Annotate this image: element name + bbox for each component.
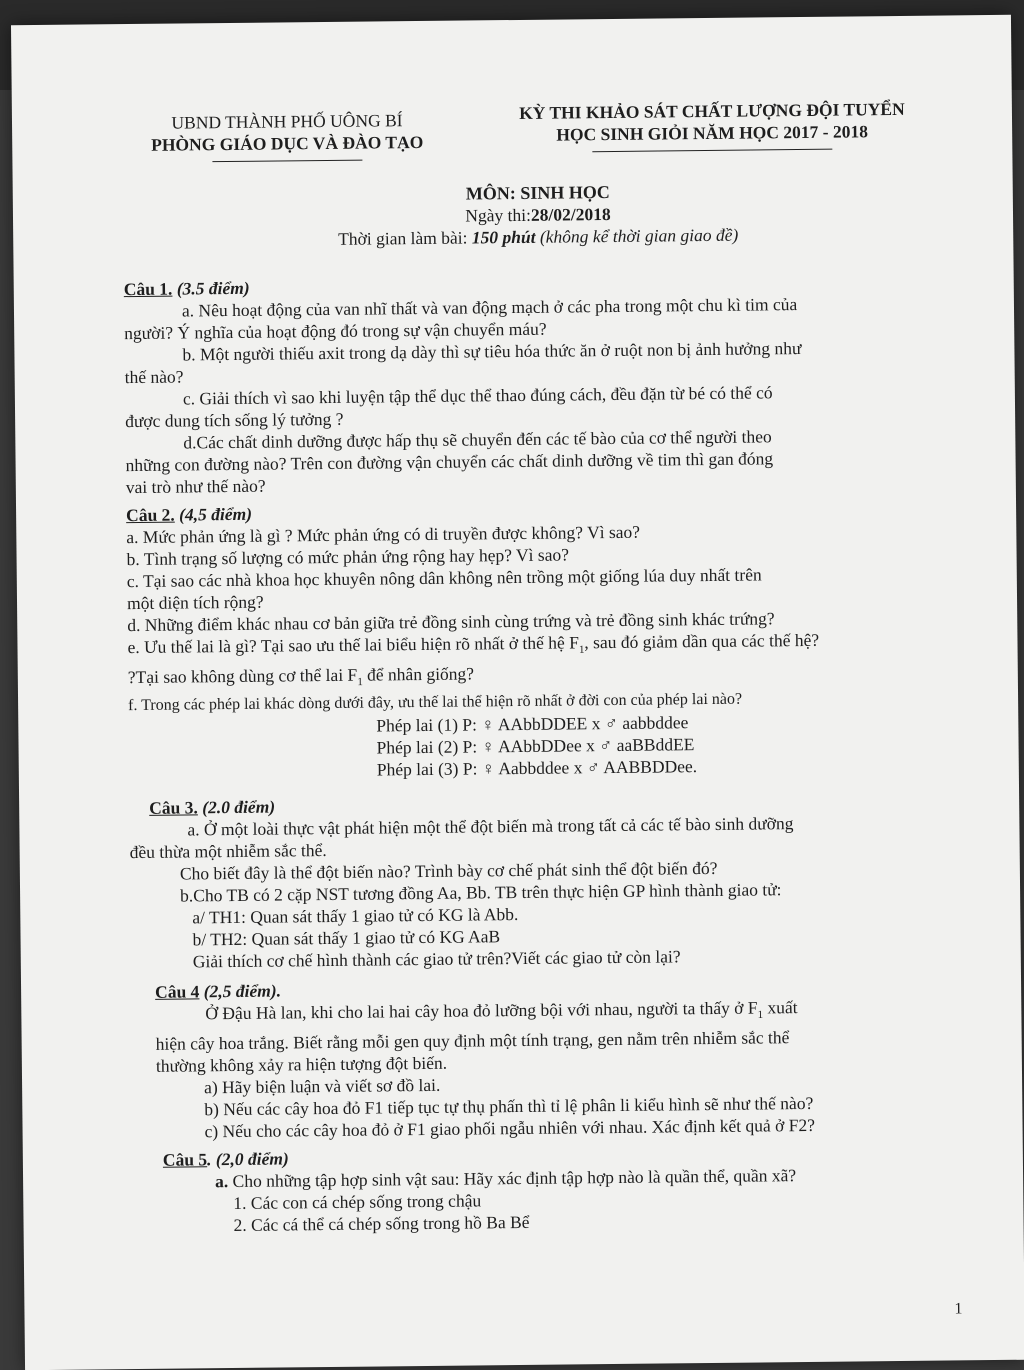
time-note: (không kể thời gian giao đề) <box>535 224 739 247</box>
issuing-organization <box>122 109 453 163</box>
q2-part-d: d. Những điểm khác nhau cơ bản giữa trẻ đồng sinh cùng trứng và trẻ đồng sinh khác trứng? <box>127 608 775 636</box>
q2-part-b: b. Tình trạng số lượng có mức phản ứng rộng hay hẹp? Vì sao? <box>126 544 570 570</box>
exam-title-line-1: KỲ THI KHẢO SÁT CHẤT LƯỢNG ĐỘI TUYỂN <box>519 98 905 123</box>
q1-part-a-line-1: a. Nêu hoạt động của van nhĩ thất và van động mạch ở các pha trong một chu kì tim của <box>181 294 798 321</box>
exam-paper <box>11 15 1024 1370</box>
q3-case-1: a/ TH1: Quan sát thấy 1 giao tử có KG là Abb. <box>192 904 519 928</box>
question-number: Câu 4 <box>155 981 200 1002</box>
question-number: Câu 2. <box>126 504 175 526</box>
subject-block <box>123 177 954 252</box>
time-value: 150 phút <box>471 226 536 248</box>
page-number: 1 <box>954 1300 963 1318</box>
header-underline <box>212 160 362 163</box>
q4-part-c: c) Nếu cho các cây hoa đỏ ở F1 giao phối ngẫu nhiên với nhau. Xác định kết quả ở F2? <box>204 1114 816 1141</box>
q2-part-c-line-1: c. Tại sao các nhà khoa học khuyên nông dân không nên trồng một giống lúa duy nhất trên <box>126 564 762 592</box>
q2-part-c-line-2: một diện tích rộng? <box>126 591 264 614</box>
question-2 <box>126 495 959 783</box>
q5-item-1: 1. Các con cá chép sống trong chậu <box>233 1189 482 1213</box>
exam-title-line-2: HỌC SINH GIỎI NĂM HỌC 2017 - 2018 <box>556 121 869 145</box>
q1-part-d-line-1: d.Các chất dinh dưỡng được hấp thụ sẽ chuyển đến các tế bào của cơ thể người theo <box>183 426 772 453</box>
q1-part-a-line-2: người? Ý nghĩa của hoạt động đó trong sự vận chuyển máu? <box>124 318 547 344</box>
q4-part-a: a) Hãy biện luận và viết sơ đồ lai. <box>204 1074 441 1097</box>
q2-e2-text: ?Tại sao không dùng cơ thể lai F <box>127 664 358 687</box>
q4-intro-text: Ở Đậu Hà lan, khi cho lai hai cây hoa đỏ lưỡng bội với nhau, người ta thấy ở F <box>205 997 758 1024</box>
question-1 <box>124 269 956 498</box>
q3-part-a-line-3: Cho biết đây là thể đột biến nào? Trình bày cơ chế phát sinh thể đột biến đó? <box>179 857 718 884</box>
time-label: Thời gian làm bài: <box>338 227 472 249</box>
question-number: Câu 3. <box>149 797 198 818</box>
document-content <box>122 98 964 1236</box>
question-5 <box>133 1140 964 1237</box>
question-3 <box>129 788 961 973</box>
q2-part-a: a. Mức phản ứng là gì ? Mức phản ứng có di truyền được không? Vì sao? <box>126 521 641 548</box>
question-points: (4,5 điểm) <box>174 503 253 525</box>
q1-part-d-line-2: những con đường nào? Trên con đường vận chuyển các chất dinh dưỡng về tim thì gan đóng <box>125 448 774 476</box>
q4-intro-line-3: thường không xảy ra hiện tượng đột biến. <box>155 1052 448 1076</box>
q1-part-b-line-2: thế nào? <box>124 366 184 388</box>
question-points: (2.0 điểm) <box>197 796 276 818</box>
question-4 <box>131 972 963 1142</box>
exam-title-underline <box>592 149 832 153</box>
document-header <box>122 98 953 176</box>
question-points: (2,5 điểm). <box>199 980 282 1002</box>
subscript: 1 <box>357 675 363 688</box>
date-value: 28/02/2018 <box>530 204 611 225</box>
q4-part-b: b) Nếu các cây hoa đỏ F1 tiếp tục tự thụ phấn thì tỉ lệ phân li kiểu hình sẽ như thế nào? <box>204 1092 814 1119</box>
q3-case-2: b/ TH2: Quan sát thấy 1 giao tử có KG AaB <box>192 926 501 950</box>
q3-part-a-line-1: a. Ở một loài thực vật phát hiện một thể đột biến mà trong tất cả các tế bào sinh dưỡng <box>187 813 794 840</box>
question-points: . (2,0 điểm) <box>207 1147 289 1169</box>
q4-intro-line-2: hiện cây hoa trắng. Biết rằng mỗi gen quy định một tính trạng, gen nằm trên nhiễm sắc thể <box>155 1026 790 1054</box>
cross-3: Phép lai (3) P: ♀ Aabbddee x ♂ AABBDDee. <box>376 756 698 780</box>
q2-e1-text-end: , sau đó giảm dần qua các thế hệ? <box>584 629 820 653</box>
exam-title <box>462 97 963 153</box>
q3-explain: Giải thích cơ chế hình thành các giao tử trên?Viết các giao tử còn lại? <box>192 946 681 972</box>
cross-1: Phép lai (1) P: ♀ AAbbDDEE x ♂ aabbddee <box>376 712 689 736</box>
question-number: Câu 5 <box>162 1148 208 1170</box>
subject-title: MÔN: SINH HỌC <box>465 182 610 204</box>
q1-part-c-line-1: c. Giải thích vì sao khi luyện tập thể dục thể thao đúng cách, đều đặn từ bé có thể có <box>182 382 773 409</box>
q5-a-label: a. <box>214 1170 229 1191</box>
org-line-2: PHÒNG GIÁO DỤC VÀ ĐÀO TẠO <box>151 131 424 155</box>
q4-intro-text-end: xuất <box>762 997 798 1018</box>
q1-part-c-line-2: được dung tích sống lý tưởng ? <box>125 408 344 432</box>
q5-a-text: Cho những tập hợp sinh vật sau: Hãy xác định tập hợp nào là quần thể, quần xã? <box>228 1164 797 1191</box>
q1-part-d-line-3: vai trò như thế nào? <box>125 475 266 498</box>
date-label: Ngày thi: <box>465 204 532 226</box>
org-line-1: UBND THÀNH PHỐ UÔNG BÍ <box>171 110 403 133</box>
q3-part-a-line-2: đều thừa một nhiễm sắc thể. <box>129 840 327 863</box>
subscript: 1 <box>757 1008 764 1022</box>
q1-part-b-line-1: b. Một người thiếu axit trong dạ dày thì sự tiêu hóa thức ăn ở ruột non bị ảnh hưởng như <box>182 338 802 365</box>
q2-e1-text: e. Ưu thế lai là gì? Tại sao ưu thế lai biểu hiện rõ nhất ở thế hệ F <box>127 632 579 658</box>
subscript: 1 <box>578 643 585 656</box>
cross-2: Phép lai (2) P: ♀ AAbbDDee x ♂ aaBBddEE <box>376 734 695 758</box>
question-points: (3.5 điểm) <box>172 277 250 299</box>
question-number: Câu 1. <box>123 278 173 300</box>
q2-part-f: f. Trong các phép lai khác dòng dưới đây, ưu thế lai thể hiện rõ nhất ở đời con của phép lai nào? <box>128 690 743 715</box>
q3-part-b: b.Cho TB có 2 cặp NST tương đồng Aa, Bb. TB trên thực hiện GP hình thành giao tử: <box>180 879 782 906</box>
q5-item-2: 2. Các cá thể cá chép sống trong hồ Ba Bể <box>233 1211 530 1235</box>
q2-e2-text-end: để nhân giống? <box>362 662 475 685</box>
